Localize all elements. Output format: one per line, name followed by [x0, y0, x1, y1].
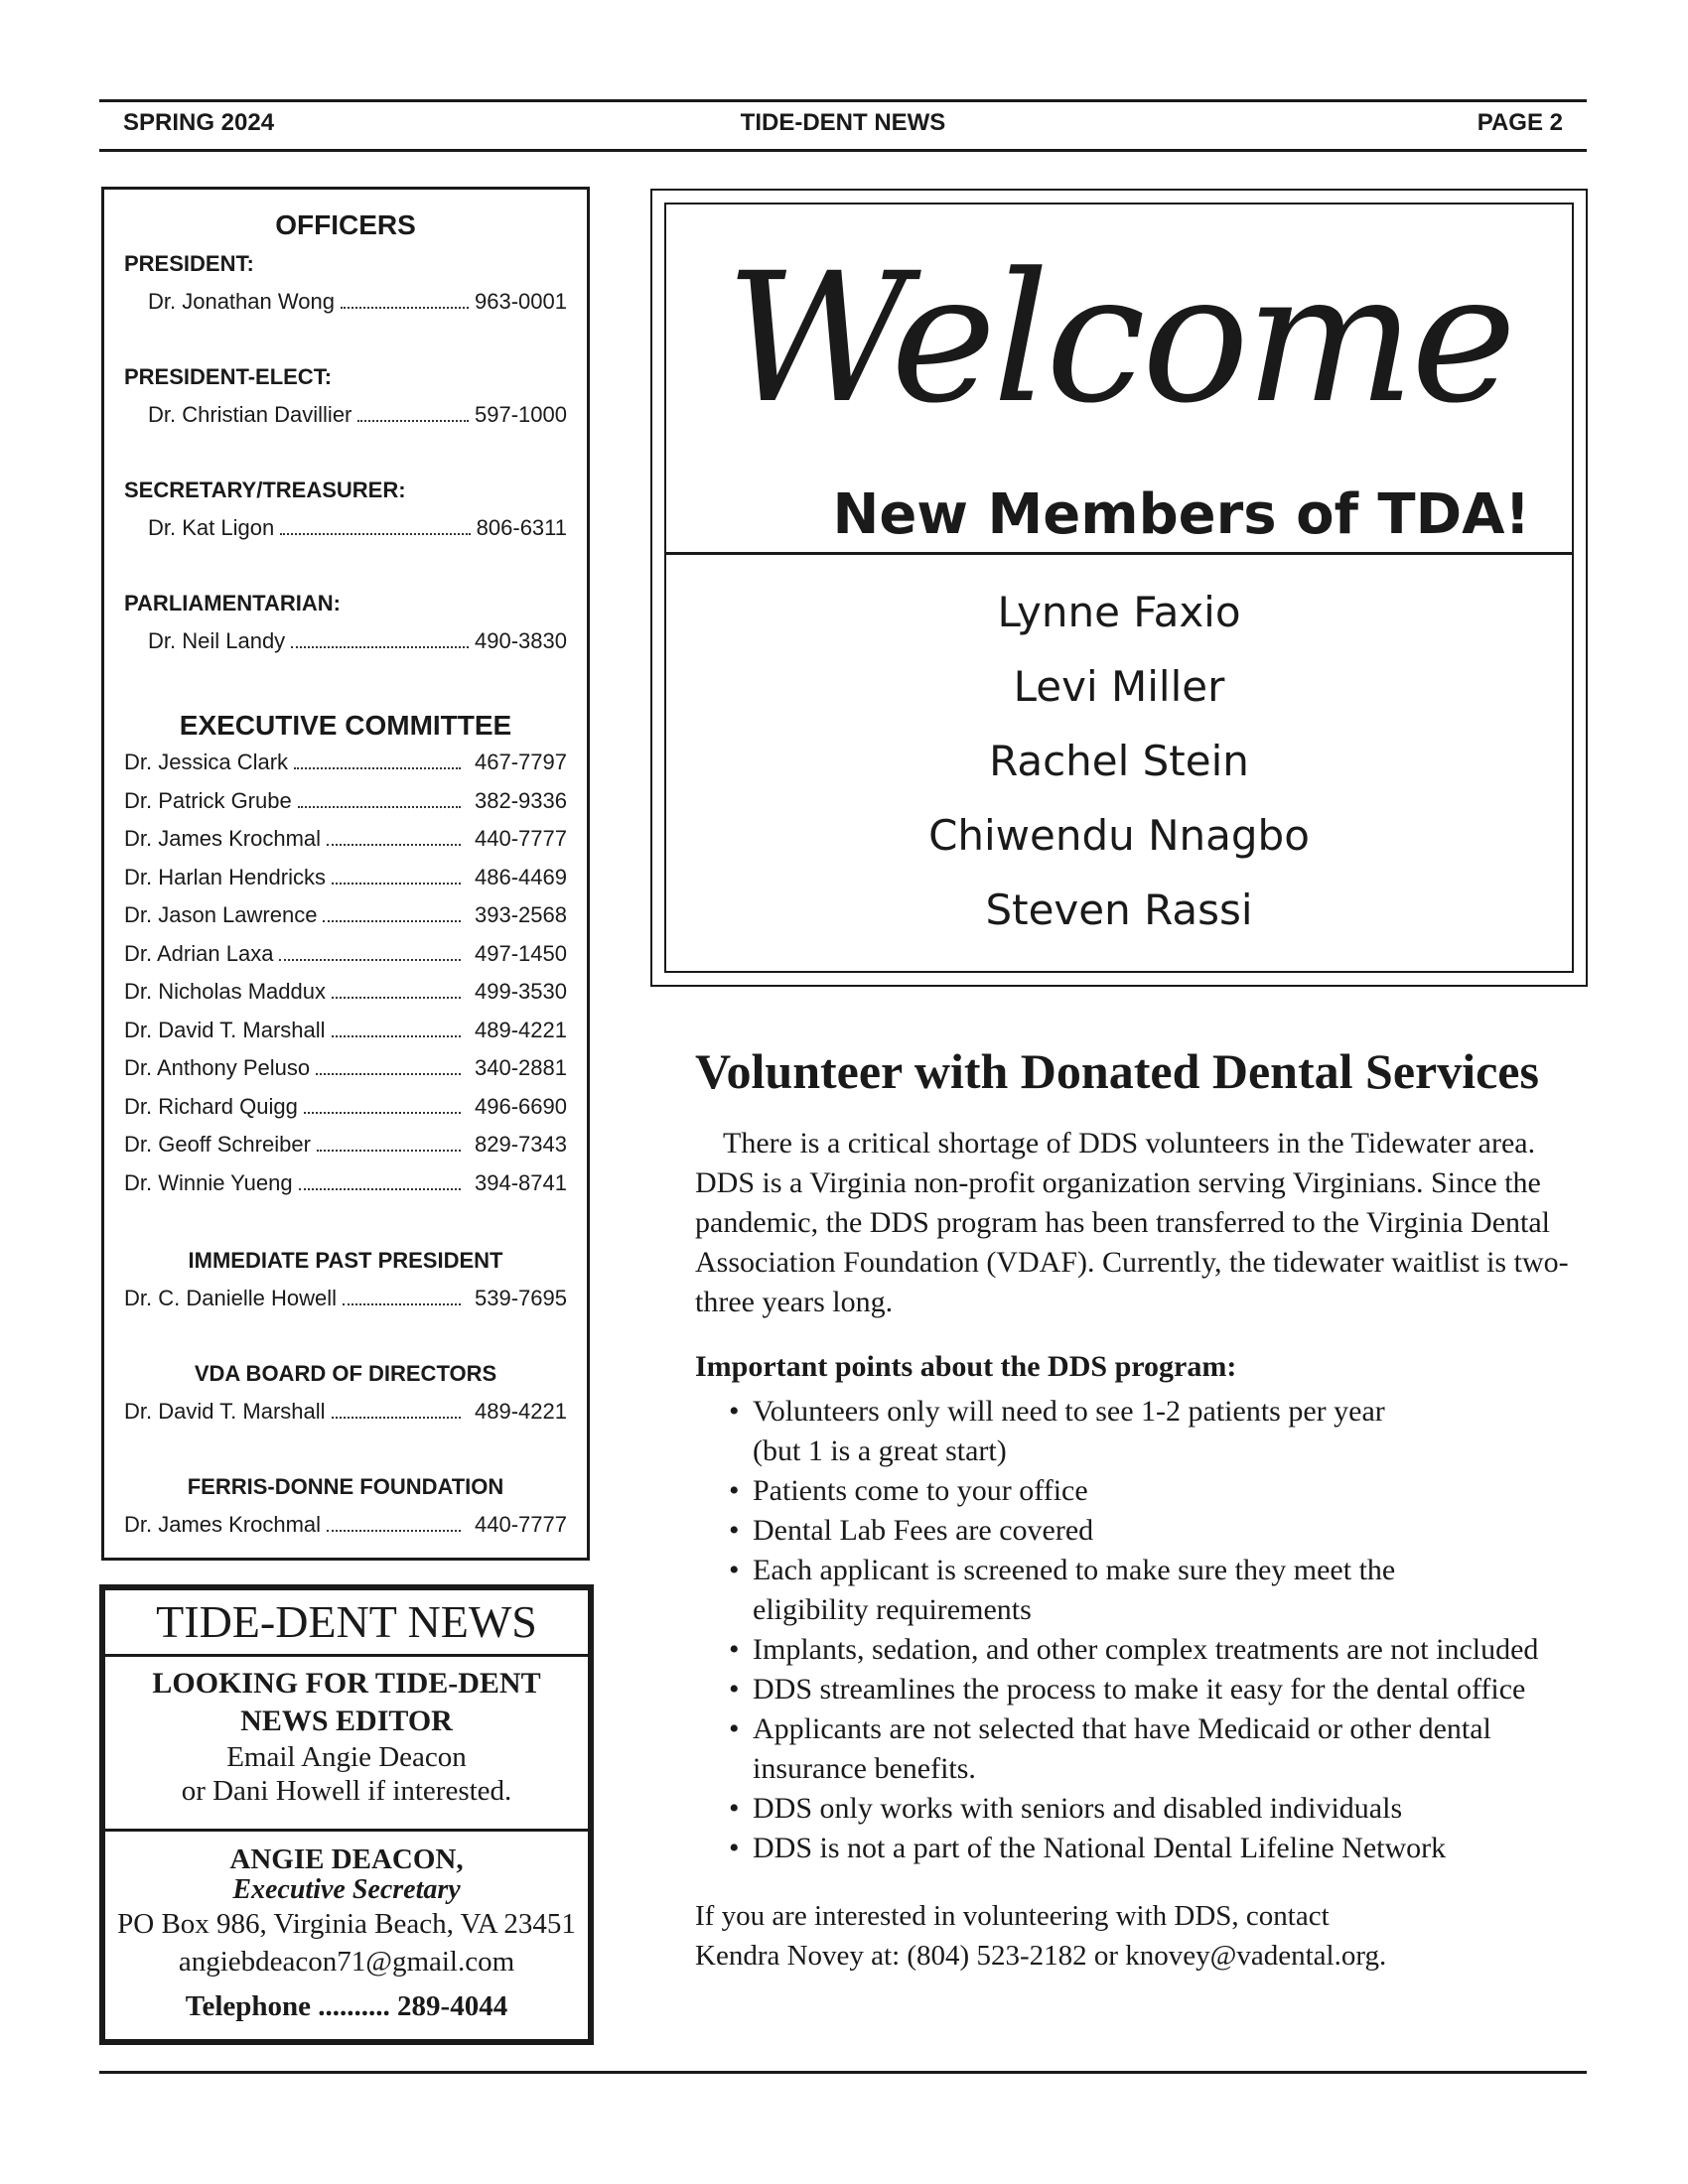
- officer-row: [148, 628, 567, 654]
- leader-dots: [332, 979, 461, 999]
- leader-dots: [332, 1018, 461, 1037]
- header-top-rule: [99, 99, 1587, 102]
- exec-member-phone: 340-2881: [475, 1055, 567, 1080]
- leader-dots: [323, 902, 461, 922]
- point-item: • Implants, sedation, and other complex treatments are not included: [725, 1630, 1589, 1670]
- exec-member-phone: 393-2568: [475, 902, 567, 927]
- officers-title: OFFICERS: [275, 209, 416, 240]
- leader-dots: [317, 1132, 461, 1152]
- article-paragraph-text: There is a critical shortage of DDS volunteers in the Tidewater area. DDS is a Virginia non-profit organization serving Virginians. Since the pandemic, the DDS program has been transferred to the Virginia Dental Association Foundation (VDAF). Currently, the tidewater waitlist is two-three years long.: [695, 1127, 1569, 1318]
- leader-dots: [327, 826, 461, 846]
- exec-member-name: Dr. Patrick Grube: [124, 787, 292, 813]
- member-name: Rachel Stein: [989, 737, 1249, 785]
- member-name: Steven Rassi: [985, 886, 1253, 934]
- editor-wanted-notice: [105, 1657, 588, 1832]
- role-label: SECRETARY/TREASURER:: [124, 478, 406, 502]
- exec-member-name: Dr. Nicholas Maddux: [124, 979, 326, 1004]
- leader-dots: [294, 750, 461, 769]
- ferris-donne-title: FERRIS-DONNE FOUNDATION: [187, 1474, 504, 1499]
- exec-member-phone: 440-7777: [475, 826, 567, 851]
- welcome-divider: [666, 552, 1572, 555]
- member-name: Levi Miller: [1013, 662, 1225, 711]
- welcome-inner-frame: [664, 203, 1574, 973]
- issue-season: SPRING 2024: [123, 109, 275, 136]
- exec-member-row: [124, 1018, 567, 1043]
- article-title: Volunteer with Donated Dental Services: [695, 1043, 1539, 1099]
- vda-board-title: VDA BOARD OF DIRECTORS: [194, 1361, 497, 1386]
- point-item: • Dental Lab Fees are covered: [725, 1511, 1589, 1551]
- officer-row: [124, 1512, 567, 1538]
- exec-member-name: Dr. Richard Quigg: [124, 1093, 298, 1119]
- officer-row: [124, 1399, 567, 1425]
- point-item: • DDS only works with seniors and disabled individuals: [725, 1789, 1589, 1829]
- exec-member-phone: 467-7797: [475, 750, 567, 774]
- exec-member-phone: 829-7343: [475, 1132, 567, 1157]
- exec-member-row: [124, 750, 567, 775]
- officer-phone: 440-7777: [475, 1512, 567, 1537]
- officer-name: Dr. Neil Landy: [148, 628, 286, 653]
- officer-phone: 539-7695: [475, 1286, 567, 1310]
- exec-member-phone: 489-4221: [475, 1017, 567, 1042]
- exec-member-phone: 497-1450: [475, 940, 567, 966]
- officer-name: Dr. Christian Davillier: [148, 402, 352, 427]
- role-label: PRESIDENT-ELECT:: [124, 364, 333, 389]
- footer-rule: [99, 2071, 1587, 2074]
- member-name: Chiwendu Nnagbo: [928, 811, 1310, 860]
- officer-name: Dr. Jonathan Wong: [148, 289, 335, 314]
- secretary-telephone: Telephone .......... 289-4044: [185, 1990, 508, 2022]
- point-item: • DDS streamlines the process to make it easy for the dental office: [725, 1670, 1589, 1709]
- officer-phone: 963-0001: [475, 289, 567, 314]
- contact-line: If you are interested in volunteering with DDS, contact: [695, 1900, 1330, 1932]
- exec-member-row: [124, 902, 567, 928]
- secretary-address: PO Box 986, Virginia Beach, VA 23451: [117, 1908, 576, 1940]
- notice-line: or Dani Howell if interested.: [181, 1775, 512, 1807]
- exec-member-name: Dr. David T. Marshall: [124, 1017, 326, 1042]
- exec-member-phone: 486-4469: [475, 864, 567, 889]
- exec-member-row: [124, 826, 567, 852]
- officer-name: Dr. David T. Marshall: [124, 1399, 326, 1424]
- exec-member-name: Dr. Jessica Clark: [124, 750, 289, 774]
- secretary-name: ANGIE DEACON,: [229, 1843, 464, 1875]
- exec-member-row: [124, 1055, 567, 1081]
- exec-member-name: Dr. Geoff Schreiber: [124, 1132, 311, 1157]
- notice-line: Email Angie Deacon: [226, 1741, 467, 1773]
- notice-line: LOOKING FOR TIDE-DENT: [152, 1667, 541, 1700]
- leader-dots: [332, 865, 461, 885]
- officer-name: Dr. James Krochmal: [124, 1512, 322, 1537]
- welcome-box: [650, 189, 1588, 987]
- secretary-email[interactable]: angiebdeacon71@gmail.com: [178, 1946, 515, 1978]
- exec-member-name: Dr. Harlan Hendricks: [124, 864, 326, 889]
- exec-member-phone: 382-9336: [475, 787, 567, 813]
- role-label: PARLIAMENTARIAN:: [124, 591, 341, 615]
- notice-line: NEWS EDITOR: [240, 1705, 453, 1737]
- leader-dots: [304, 1094, 461, 1114]
- exec-member-phone: 394-8741: [475, 1169, 567, 1195]
- officer-phone: 490-3830: [475, 628, 567, 653]
- page-number: PAGE 2: [1477, 109, 1563, 136]
- exec-member-name: Dr. Jason Lawrence: [124, 902, 318, 927]
- exec-member-name: Dr. James Krochmal: [124, 826, 322, 851]
- leader-dots: [316, 1055, 461, 1075]
- point-item: • Applicants are not selected that have Medicaid or other dental insurance benefits.: [725, 1709, 1589, 1789]
- contact-line: Kendra Novey at: (804) 523-2182 or knovey@vadental.org.: [695, 1940, 1387, 1972]
- exec-member-row: [124, 865, 567, 890]
- officer-name: Dr. Kat Ligon: [148, 515, 275, 540]
- member-name: Lynne Faxio: [997, 588, 1241, 636]
- secretary-role: Executive Secretary: [232, 1874, 461, 1905]
- point-item: • DDS is not a part of the National Dental Lifeline Network: [725, 1829, 1589, 1868]
- past-president-title: IMMEDIATE PAST PRESIDENT: [188, 1248, 503, 1273]
- points-list: [725, 1392, 1589, 1868]
- officer-name: Dr. C. Danielle Howell: [124, 1286, 337, 1310]
- newsletter-title: TIDE-DENT NEWS: [740, 109, 946, 136]
- welcome-script-heading: Welcome: [725, 235, 1513, 443]
- officer-row: [124, 1286, 567, 1311]
- article-paragraph: [695, 1124, 1569, 1322]
- leader-dots: [279, 941, 461, 961]
- tide-dent-news-box: [99, 1584, 594, 2045]
- exec-member-row: [124, 1094, 567, 1120]
- leader-dots: [299, 1170, 461, 1190]
- point-item: • Volunteers only will need to see 1-2 patients per year (but 1 is a great start): [725, 1392, 1589, 1471]
- exec-member-row: [124, 1132, 567, 1158]
- points-title: Important points about the DDS program:: [695, 1350, 1237, 1383]
- officer-phone: 597-1000: [475, 402, 567, 427]
- role-label: PRESIDENT:: [124, 251, 254, 276]
- secretary-contact: [105, 1832, 588, 2023]
- exec-member-phone: 499-3530: [475, 979, 567, 1004]
- page-header: [99, 103, 1587, 147]
- exec-member-name: Dr. Anthony Peluso: [124, 1055, 311, 1080]
- exec-member-name: Dr. Winnie Yueng: [124, 1169, 293, 1195]
- exec-member-phone: 496-6690: [475, 1093, 567, 1119]
- tdn-box-title: TIDE-DENT NEWS: [105, 1590, 588, 1657]
- exec-member-name: Dr. Adrian Laxa: [124, 940, 274, 966]
- officer-row: [148, 515, 567, 541]
- executive-committee-title: EXECUTIVE COMMITTEE: [179, 710, 512, 741]
- exec-member-row: [124, 979, 567, 1005]
- point-item: • Patients come to your office: [725, 1471, 1589, 1511]
- officers-box: [101, 187, 590, 1561]
- point-item: • Each applicant is screened to make sure they meet the eligibility requirements: [725, 1551, 1589, 1630]
- officer-row: [148, 289, 567, 315]
- officer-phone: 806-6311: [476, 515, 567, 540]
- officer-phone: 489-4221: [475, 1399, 567, 1424]
- exec-member-row: [124, 941, 567, 967]
- exec-member-row: [124, 788, 567, 814]
- officer-row: [148, 402, 567, 428]
- welcome-subtitle: New Members of TDA!: [832, 482, 1530, 547]
- contact-info: [695, 1896, 1589, 1976]
- leader-dots: [298, 788, 461, 808]
- exec-member-row: [124, 1170, 567, 1196]
- header-bottom-rule: [99, 149, 1587, 152]
